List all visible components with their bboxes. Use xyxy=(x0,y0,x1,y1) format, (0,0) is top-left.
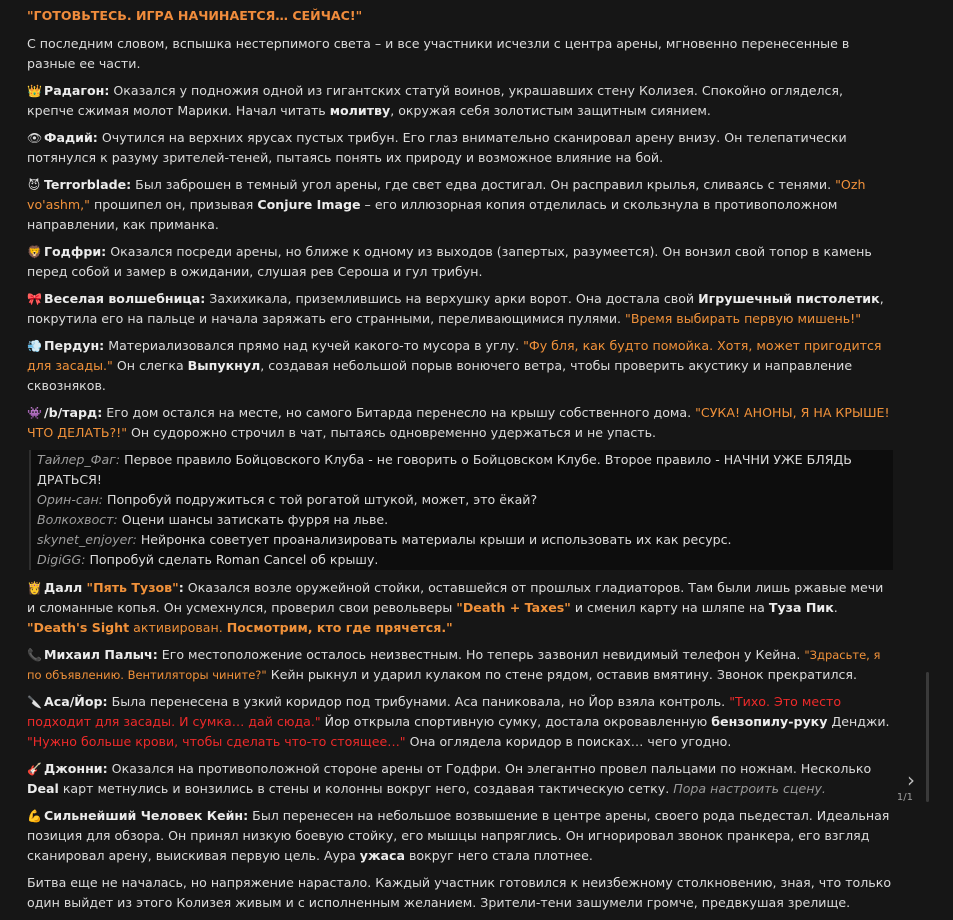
phone-icon: 📞 xyxy=(27,648,42,662)
chat-text: Нейронка советует проанализировать материалы крыши и использовать их как ресурс. xyxy=(136,532,732,547)
paragraph-mikhail xyxy=(27,645,893,685)
chat-line xyxy=(37,450,887,490)
bold-text: Игрушечный пистолетик xyxy=(698,291,880,306)
guitar-icon: 🎸 xyxy=(27,762,42,776)
paragraph-godfri xyxy=(27,242,893,282)
chat-line xyxy=(37,530,887,550)
chat-text: Попробуй сделать Roman Cancel об крышу. xyxy=(85,552,379,567)
name-mikhail: Михаил Палыч: xyxy=(44,647,158,662)
paragraph-kane xyxy=(27,806,893,866)
text: вокруг него стала плотнее. xyxy=(404,848,593,863)
paragraph-dall xyxy=(27,578,893,638)
quote: "Тихо. Это место подходит для засады. И сумка… дай сюда." xyxy=(27,694,842,729)
paragraph-radagon xyxy=(27,81,893,121)
name-johnny: Джонни: xyxy=(44,761,108,776)
chat-username: skynet_enjoyer: xyxy=(37,532,137,547)
ribbon-icon: 🎀 xyxy=(27,292,42,306)
chat-line xyxy=(37,490,887,510)
intro-paragraph: С последним словом, вспышка нестерпимого света – и все участники исчезли с центра арены, мгновенно перенесенные в разные ее части. xyxy=(27,36,850,71)
name-radagon: Радагон: xyxy=(44,83,110,98)
quote: "Фу бля, как будто помойка. Хотя, может пригодится для засады." xyxy=(27,338,882,373)
chat-line xyxy=(37,550,887,570)
name-godfri: Годфри: xyxy=(44,244,107,259)
chat-username: Орин-сан: xyxy=(37,492,103,507)
bold-text: Туза Пик xyxy=(768,600,834,615)
quote: "Нужно больше крови, чтобы сделать что-то стоящее…" xyxy=(27,734,406,749)
scrollbar[interactable] xyxy=(926,672,929,802)
paragraph-fadiy xyxy=(27,128,893,168)
name-fadiy: Фадий: xyxy=(44,130,98,145)
lion-icon: 🦁 xyxy=(27,245,42,259)
chat-text: Оцени шансы затискать фурря на льве. xyxy=(117,512,389,527)
text: , окружая себя золотистым защитным сиянием. xyxy=(390,103,711,118)
text: Денджи. xyxy=(827,714,890,729)
bold-text: бензопилу-руку xyxy=(711,714,828,729)
bold-text: Выпукнул xyxy=(187,358,261,373)
name-witch: Веселая волшебница: xyxy=(44,291,206,306)
text: Она оглядела коридор в поисках… чего угодно. xyxy=(405,734,732,749)
quote: "Death's Sight xyxy=(27,620,130,635)
chat-text: Первое правило Бойцовского Клуба - не говорить о Бойцовском Клубе. Второе правило - НАЧНИ УЖЕ БЛЯДЬ ДРАТЬСЯ! xyxy=(37,452,852,487)
quote: активирован. xyxy=(129,620,227,635)
text: Кейн рыкнул и ударил кулаком по стене рядом, оставив вмятину. Звонок прекратился. xyxy=(266,667,858,682)
text: Оказался у подножия одной из гигантских статуй воинов, украшавших стену Колизея. Спокойно огляделся, крепче сжимая молот Марики. Начал читать xyxy=(27,83,843,118)
chat-text: Попробуй подружиться с той рогатой штукой, может, это ёкай? xyxy=(103,492,538,507)
paragraph-btard xyxy=(27,403,893,443)
text: – его иллюзорная копия отделилась и скользнула в противоположном направлении, как приманка. xyxy=(27,197,838,232)
text: Оказался возле оружейной стойки, оставшейся от прошлых гладиаторов. Там были лишь ржавые мечи и сломанные копья. Он усмехнулся, проверил свои револьверы xyxy=(27,580,884,615)
text: прошипел он, призывая xyxy=(89,197,258,212)
knife-icon: 🔪 xyxy=(27,695,42,709)
nickname-quote: "Пять Тузов" xyxy=(82,580,179,595)
text: Он судорожно строчил в чат, пытаясь одновременно удержаться и не упасть. xyxy=(126,425,657,440)
bold-text: Conjure Image xyxy=(257,197,361,212)
quote: Посмотрим, кто где прячется." xyxy=(226,620,453,635)
text: Его местоположение осталось неизвестным. Но теперь зазвонил невидимый телефон у Кейна. xyxy=(157,647,805,662)
name-perdun: Пердун: xyxy=(44,338,105,353)
colon: : xyxy=(178,580,184,595)
text: и сменил карту на шляпе на xyxy=(570,600,769,615)
quote: "Death + Taxes" xyxy=(456,600,571,615)
muscle-icon: 💪 xyxy=(27,809,42,823)
eye-icon: 👁 xyxy=(27,131,43,145)
bold-text: ужаса xyxy=(359,848,405,863)
name-terrorblade: Terrorblade: xyxy=(44,177,132,192)
text: Оказался посреди арены, но ближе к одному из выходов (запертых, разумеется). Он вонзил свой топор в камень перед собой и замер в ожидании, слушая рев Сероша и гул трибун. xyxy=(27,244,872,279)
paragraph-witch xyxy=(27,289,893,329)
bold-text: молитву xyxy=(329,103,391,118)
name-asa-yor: Аса/Йор: xyxy=(44,694,108,709)
quote: "Здрасьте, я по объявлению. Вентиляторы чините?" xyxy=(27,648,881,682)
paragraph-asa-yor xyxy=(27,692,893,752)
paragraph-johnny xyxy=(27,759,893,799)
text: Он слегка xyxy=(112,358,188,373)
chat-username: Волкохвост: xyxy=(37,512,118,527)
text: Оказался на противоположной стороне арены от Годфри. Он элегантно провел пальцами по ножнам. Несколько xyxy=(107,761,872,776)
italic-text: Пора настроить сцену. xyxy=(673,781,826,796)
quote: "Ozh vo'ashm," xyxy=(27,177,866,212)
text: , покрутила его на пальце и начала заряжать его странными, переливающимися пулями. xyxy=(27,291,884,326)
quote: "СУКА! АНОНЫ, Я НА КРЫШЕ! ЧТО ДЕЛАТЬ?!" xyxy=(27,405,890,440)
chat-quote-block xyxy=(29,450,893,570)
chat-username: DigiGG: xyxy=(37,552,86,567)
paragraph-terrorblade xyxy=(27,175,893,235)
next-page-chevron-icon[interactable]: › xyxy=(907,768,915,792)
devil-icon: 😈 xyxy=(27,178,41,192)
text: Была перенесена в узкий коридор под трибунами. Аса паниковала, но Йор взяла контроль. xyxy=(107,694,730,709)
text: Был перенесен на небольшое возвышение в центре арены, своего рода пьедестал. Идеальная позиция для обзора. Он принял низкую боевую стойку, его мышцы напряглись. Он игнорировал звонок пранкера, его взгляд сканировал арену, выискивая первую цель. Аура xyxy=(27,808,890,863)
page-counter: 1/1 xyxy=(896,792,913,803)
paragraph-perdun xyxy=(27,336,893,396)
bold-text: Deal xyxy=(27,781,59,796)
princess-icon: 👸 xyxy=(27,581,42,595)
crown-icon: 👑 xyxy=(27,84,42,98)
chat-username: Тайлер_Фаг: xyxy=(37,452,121,467)
text: , создавая небольшой порыв вонючего ветра, чтобы проверить акустику и направление сквозняков. xyxy=(27,358,853,393)
chat-line xyxy=(37,510,887,530)
alien-icon: 👾 xyxy=(27,406,42,420)
text: . xyxy=(833,600,838,615)
message-body xyxy=(27,6,893,920)
text: карт метнулись и вонзились в стены и колонны вокруг него, создавая тактическую сетку. xyxy=(58,781,674,796)
text: Захихикала, приземлившись на верхушку арки ворот. Она достала свой xyxy=(205,291,699,306)
name-dall: Далл xyxy=(44,580,83,595)
name-kane: Сильнейший Человек Кейн: xyxy=(44,808,249,823)
announcement-title: "ГОТОВЬТЕСЬ. ИГРА НАЧИНАЕТСЯ… СЕЙЧАС!" xyxy=(27,8,363,23)
text: Очутился на верхних ярусах пустых трибун. Его глаз внимательно сканировал арену внизу. Он телепатически потянулся к разуму зрителей-теней, пытаясь понять их природу и возможное влияние на бой. xyxy=(27,130,847,165)
quote: "Время выбирать первую мишень!" xyxy=(625,311,861,326)
text: Материализовался прямо над кучей какого-то мусора в углу. xyxy=(104,338,524,353)
outro-paragraph: Битва еще не началась, но напряжение нарастало. Каждый участник готовился к неизбежному столкновению, зная, что только один выйдет из этого Колизея живым и с исполненным желанием. Зрители-тени зашумели громче, предвкушая зрелище. xyxy=(27,875,892,910)
text: Йор открыла спортивную сумку, достала окровавленную xyxy=(320,714,712,729)
text: Был заброшен в темный угол арены, где свет едва достигал. Он расправил крылья, сливаясь с тенями. xyxy=(131,177,836,192)
name-btard: /b/тард: xyxy=(44,405,103,420)
text: Его дом остался на месте, но самого Битарда перенесло на крышу собственного дома. xyxy=(102,405,696,420)
wind-icon: 💨 xyxy=(27,339,42,353)
